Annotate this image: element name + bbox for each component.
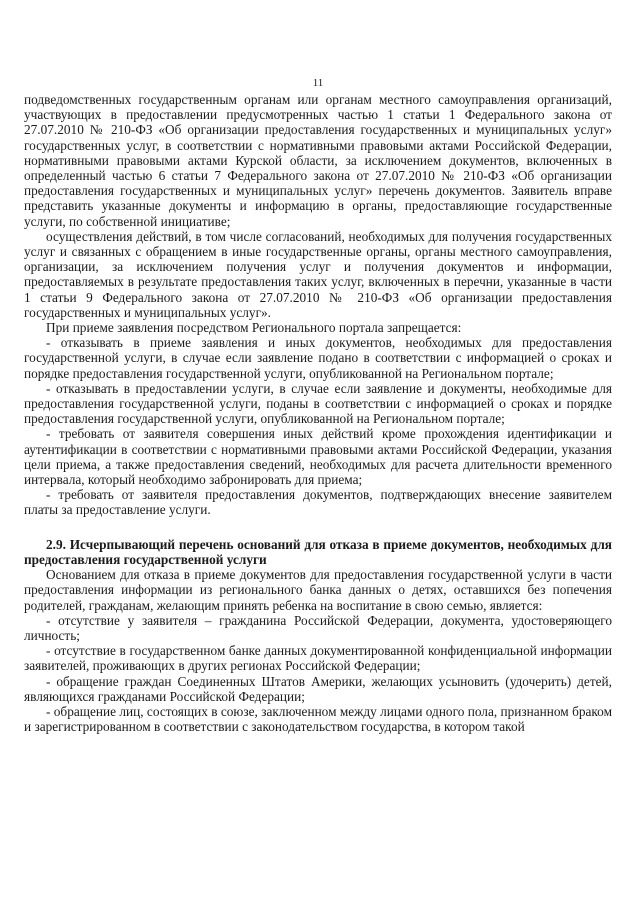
list-item: - отказывать в приеме заявления и иных документов, необходимых для предоставления государственной услуги, в случае если заявление подано в соответствии с информацией о сроках и порядке предоставления государственной услуги, опубликованной на Региональном портале;	[24, 335, 612, 381]
paragraph: подведомственных государственным органам или органам местного самоуправления организаций, участвующих в предоставлении предусмотренных частью 1 статьи 1 Федерального закона от 27.07.2010 № 210-ФЗ «Об организации предоставления государственных и муниципальных услуг» государственных услуг, в соответствии с нормативными правовыми актами Российской Федерации, нормативными правовыми актами Курской области, за исключением документов, включенных в определенный частью 6 статьи 7 Федерального закона от 27.07.2010 № 210-ФЗ «Об организации предоставления государственных и муниципальных услуг» перечень документов. Заявитель вправе представить указанные документы и информацию в органы, предоставляющие государственные услуги, по собственной инициативе;	[24, 92, 612, 229]
list-item: - отсутствие в государственном банке данных документированной конфиденциальной информации заявителей, проживающих в других регионах Российской Федерации;	[24, 643, 612, 674]
list-item: - отказывать в предоставлении услуги, в случае если заявление и документы, необходимые для предоставления государственной услуги, поданы в соответствии с информацией о сроках и порядке предоставления государственной услуги, опубликованной на Региональном портале;	[24, 380, 612, 427]
list-item: - обращение лиц, состоящих в союзе, заключенном между лицами одного пола, признанном браком и зарегистрированном в соответствии с законодательством государства, в котором такой	[24, 703, 612, 735]
list-item: - требовать от заявителя предоставления документов, подтверждающих внесение заявителем платы за предоставление услуги.	[24, 487, 612, 518]
document-body	[24, 92, 612, 734]
list-item: - требовать от заявителя совершения иных действий кроме прохождения идентификации и аутентификации в соответствии с нормативными правовыми актами Российской Федерации, указания цели приема, а также предоставления сведений, необходимых для расчета длительности временного интервала, который необходимо забронировать для приема;	[24, 426, 612, 488]
section-spacer	[24, 518, 612, 537]
list-item: - отсутствие у заявителя – гражданина Российской Федерации, документа, удостоверяющего личность;	[24, 612, 612, 643]
section-heading: 2.9. Исчерпывающий перечень оснований для отказа в приеме документов, необходимых для предоставления государственной услуги	[24, 536, 612, 567]
paragraph: При приеме заявления посредством Регионального портала запрещается:	[46, 320, 462, 336]
document-page	[24, 0, 612, 905]
list-item: - обращение граждан Соединенных Штатов Америки, желающих усыновить (удочерить) детей, являющихся гражданами Российской Федерации;	[24, 673, 612, 704]
paragraph: осуществления действий, в том числе согласований, необходимых для получения государственных услуг и связанных с обращением в иные государственные органы, органы местного самоуправления, организации, за исключением получения услуг и получения документов и информации, предоставляемых в результате предоставления таких услуг, включенных в перечни, указанные в части 1 статьи 9 Федерального закона от 27.07.2010 № 210-ФЗ «Об организации предоставления государственных и муниципальных услуг».	[24, 228, 612, 320]
paragraph: Основанием для отказа в приеме документов для предоставления государственной услуги в части предоставления информации из регионального банка данных о детях, оставшихся без попечения родителей, гражданам, желающим принять ребенка на воспитание в свою семью, является:	[24, 567, 612, 613]
page-number: 11	[312, 77, 324, 89]
